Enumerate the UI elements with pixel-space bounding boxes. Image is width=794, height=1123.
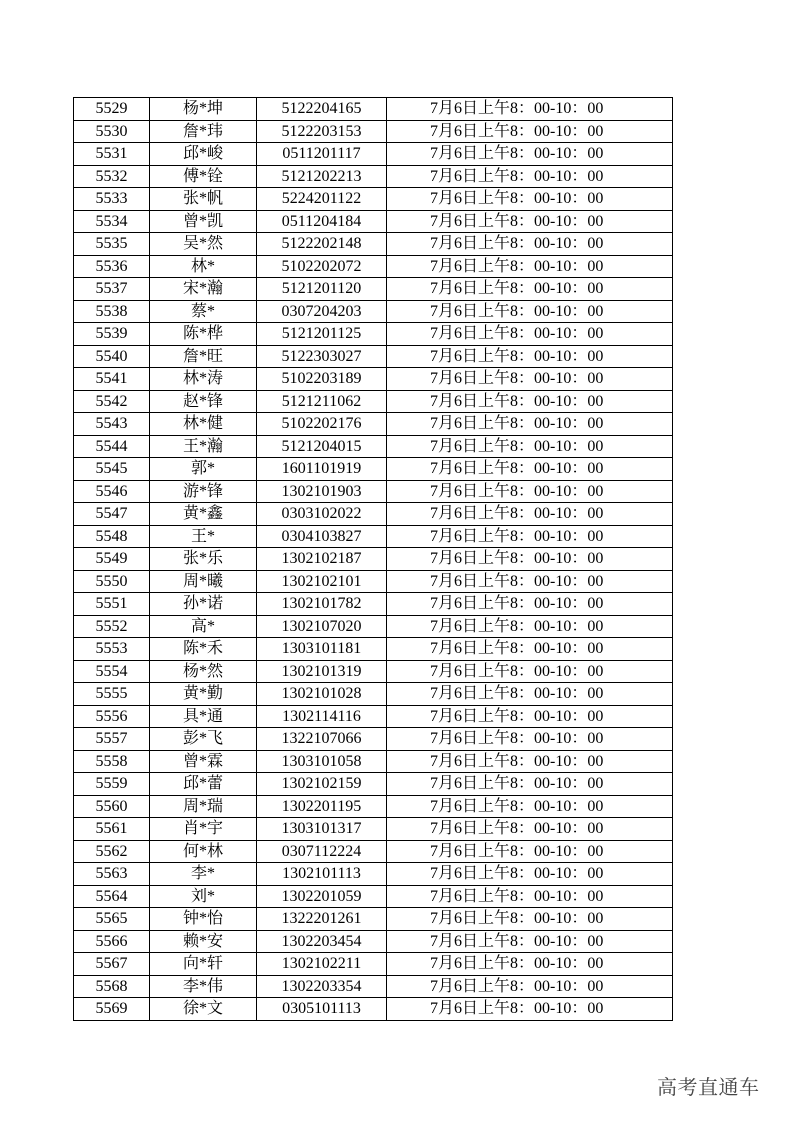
exam-id-cell: 1302201059 [257, 885, 387, 908]
seq-number-cell: 5532 [74, 165, 150, 188]
seq-number-cell: 5568 [74, 975, 150, 998]
student-name-cell: 肖*宇 [150, 818, 257, 841]
exam-time-cell: 7月6日上午8：00-10：00 [387, 210, 673, 233]
exam-time-cell: 7月6日上午8：00-10：00 [387, 390, 673, 413]
table-row [74, 368, 673, 391]
exam-time-cell: 7月6日上午8：00-10：00 [387, 795, 673, 818]
table-row [74, 548, 673, 571]
student-name-cell: 林*健 [150, 413, 257, 436]
seq-number-cell: 5539 [74, 323, 150, 346]
exam-id-cell: 1302102101 [257, 570, 387, 593]
exam-schedule-table [73, 97, 673, 1021]
exam-time-cell: 7月6日上午8：00-10：00 [387, 863, 673, 886]
table-row [74, 188, 673, 211]
student-name-cell: 周*瑞 [150, 795, 257, 818]
table-row [74, 705, 673, 728]
student-name-cell: 何*林 [150, 840, 257, 863]
exam-id-cell: 1322107066 [257, 728, 387, 751]
exam-id-cell: 5122204165 [257, 98, 387, 121]
student-name-cell: 黄*鑫 [150, 503, 257, 526]
student-name-cell: 李*伟 [150, 975, 257, 998]
student-name-cell: 彭*飞 [150, 728, 257, 751]
exam-time-cell: 7月6日上午8：00-10：00 [387, 908, 673, 931]
table-row [74, 143, 673, 166]
student-name-cell: 赖*安 [150, 930, 257, 953]
exam-time-cell: 7月6日上午8：00-10：00 [387, 570, 673, 593]
seq-number-cell: 5553 [74, 638, 150, 661]
exam-time-cell: 7月6日上午8：00-10：00 [387, 975, 673, 998]
exam-id-cell: 5121201125 [257, 323, 387, 346]
seq-number-cell: 5566 [74, 930, 150, 953]
seq-number-cell: 5551 [74, 593, 150, 616]
exam-time-cell: 7月6日上午8：00-10：00 [387, 165, 673, 188]
exam-time-cell: 7月6日上午8：00-10：00 [387, 818, 673, 841]
student-name-cell: 张*帆 [150, 188, 257, 211]
seq-number-cell: 5534 [74, 210, 150, 233]
exam-id-cell: 5102203189 [257, 368, 387, 391]
student-name-cell: 黄*勤 [150, 683, 257, 706]
exam-time-cell: 7月6日上午8：00-10：00 [387, 885, 673, 908]
exam-id-cell: 1302101903 [257, 480, 387, 503]
exam-time-cell: 7月6日上午8：00-10：00 [387, 255, 673, 278]
exam-id-cell: 5122203153 [257, 120, 387, 143]
table-row [74, 98, 673, 121]
table-row [74, 930, 673, 953]
seq-number-cell: 5531 [74, 143, 150, 166]
exam-time-cell: 7月6日上午8：00-10：00 [387, 705, 673, 728]
table-row [74, 255, 673, 278]
exam-time-cell: 7月6日上午8：00-10：00 [387, 773, 673, 796]
seq-number-cell: 5548 [74, 525, 150, 548]
exam-id-cell: 5102202072 [257, 255, 387, 278]
exam-id-cell: 1302101319 [257, 660, 387, 683]
student-name-cell: 宋*瀚 [150, 278, 257, 301]
student-name-cell: 张*乐 [150, 548, 257, 571]
table-row [74, 975, 673, 998]
table-row [74, 593, 673, 616]
table-row [74, 345, 673, 368]
exam-id-cell: 1322201261 [257, 908, 387, 931]
exam-id-cell: 0307204203 [257, 300, 387, 323]
exam-time-cell: 7月6日上午8：00-10：00 [387, 278, 673, 301]
exam-time-cell: 7月6日上午8：00-10：00 [387, 120, 673, 143]
exam-time-cell: 7月6日上午8：00-10：00 [387, 638, 673, 661]
exam-id-cell: 5121204015 [257, 435, 387, 458]
seq-number-cell: 5554 [74, 660, 150, 683]
seq-number-cell: 5547 [74, 503, 150, 526]
table-row [74, 413, 673, 436]
table-row [74, 390, 673, 413]
seq-number-cell: 5562 [74, 840, 150, 863]
exam-id-cell: 1302203454 [257, 930, 387, 953]
student-name-cell: 林*涛 [150, 368, 257, 391]
student-name-cell: 邱*峻 [150, 143, 257, 166]
exam-id-cell: 0511204184 [257, 210, 387, 233]
student-name-cell: 周*曦 [150, 570, 257, 593]
seq-number-cell: 5529 [74, 98, 150, 121]
exam-time-cell: 7月6日上午8：00-10：00 [387, 345, 673, 368]
exam-id-cell: 1302102211 [257, 953, 387, 976]
exam-time-cell: 7月6日上午8：00-10：00 [387, 525, 673, 548]
student-name-cell: 高* [150, 615, 257, 638]
seq-number-cell: 5549 [74, 548, 150, 571]
exam-time-cell: 7月6日上午8：00-10：00 [387, 503, 673, 526]
table-row [74, 233, 673, 256]
seq-number-cell: 5536 [74, 255, 150, 278]
exam-time-cell: 7月6日上午8：00-10：00 [387, 660, 673, 683]
seq-number-cell: 5541 [74, 368, 150, 391]
exam-time-cell: 7月6日上午8：00-10：00 [387, 435, 673, 458]
student-name-cell: 詹*玮 [150, 120, 257, 143]
student-name-cell: 郭* [150, 458, 257, 481]
seq-number-cell: 5543 [74, 413, 150, 436]
student-name-cell: 陈*桦 [150, 323, 257, 346]
seq-number-cell: 5561 [74, 818, 150, 841]
seq-number-cell: 5569 [74, 998, 150, 1021]
seq-number-cell: 5559 [74, 773, 150, 796]
exam-time-cell: 7月6日上午8：00-10：00 [387, 998, 673, 1021]
seq-number-cell: 5552 [74, 615, 150, 638]
exam-id-cell: 1302102187 [257, 548, 387, 571]
exam-time-cell: 7月6日上午8：00-10：00 [387, 930, 673, 953]
student-name-cell: 具*通 [150, 705, 257, 728]
exam-time-cell: 7月6日上午8：00-10：00 [387, 728, 673, 751]
seq-number-cell: 5567 [74, 953, 150, 976]
student-name-cell: 李* [150, 863, 257, 886]
exam-time-cell: 7月6日上午8：00-10：00 [387, 548, 673, 571]
seq-number-cell: 5530 [74, 120, 150, 143]
student-name-cell: 王*瀚 [150, 435, 257, 458]
exam-id-cell: 1302201195 [257, 795, 387, 818]
student-name-cell: 傅*铨 [150, 165, 257, 188]
exam-id-cell: 1302101782 [257, 593, 387, 616]
exam-id-cell: 0303102022 [257, 503, 387, 526]
table-row [74, 525, 673, 548]
table-row [74, 840, 673, 863]
table-row [74, 863, 673, 886]
table-row [74, 570, 673, 593]
table-row [74, 953, 673, 976]
table-row [74, 615, 673, 638]
exam-id-cell: 1303101181 [257, 638, 387, 661]
table-row [74, 503, 673, 526]
student-name-cell: 向*轩 [150, 953, 257, 976]
exam-time-cell: 7月6日上午8：00-10：00 [387, 458, 673, 481]
exam-id-cell: 5122202148 [257, 233, 387, 256]
seq-number-cell: 5544 [74, 435, 150, 458]
watermark-text: 高考直通车 [657, 1075, 760, 1099]
exam-time-cell: 7月6日上午8：00-10：00 [387, 143, 673, 166]
seq-number-cell: 5560 [74, 795, 150, 818]
student-name-cell: 陈*禾 [150, 638, 257, 661]
seq-number-cell: 5545 [74, 458, 150, 481]
table-row [74, 120, 673, 143]
exam-id-cell: 5224201122 [257, 188, 387, 211]
student-name-cell: 杨*然 [150, 660, 257, 683]
table-row [74, 480, 673, 503]
exam-id-cell: 0305101113 [257, 998, 387, 1021]
seq-number-cell: 5557 [74, 728, 150, 751]
student-name-cell: 吴*然 [150, 233, 257, 256]
seq-number-cell: 5538 [74, 300, 150, 323]
exam-id-cell: 1303101058 [257, 750, 387, 773]
table-row [74, 908, 673, 931]
student-name-cell: 曾*凯 [150, 210, 257, 233]
exam-id-cell: 0307112224 [257, 840, 387, 863]
exam-time-cell: 7月6日上午8：00-10：00 [387, 98, 673, 121]
student-name-cell: 詹*旺 [150, 345, 257, 368]
student-name-cell: 刘* [150, 885, 257, 908]
table-row [74, 435, 673, 458]
exam-id-cell: 5122303027 [257, 345, 387, 368]
exam-time-cell: 7月6日上午8：00-10：00 [387, 233, 673, 256]
exam-id-cell: 5121211062 [257, 390, 387, 413]
seq-number-cell: 5546 [74, 480, 150, 503]
table-row [74, 323, 673, 346]
exam-id-cell: 0511201117 [257, 143, 387, 166]
exam-time-cell: 7月6日上午8：00-10：00 [387, 300, 673, 323]
seq-number-cell: 5558 [74, 750, 150, 773]
student-name-cell: 林* [150, 255, 257, 278]
seq-number-cell: 5537 [74, 278, 150, 301]
exam-id-cell: 5121202213 [257, 165, 387, 188]
table-row [74, 210, 673, 233]
exam-time-cell: 7月6日上午8：00-10：00 [387, 840, 673, 863]
seq-number-cell: 5565 [74, 908, 150, 931]
exam-id-cell: 1302102159 [257, 773, 387, 796]
table-row [74, 278, 673, 301]
seq-number-cell: 5535 [74, 233, 150, 256]
seq-number-cell: 5550 [74, 570, 150, 593]
exam-id-cell: 1302203354 [257, 975, 387, 998]
exam-id-cell: 1601101919 [257, 458, 387, 481]
exam-time-cell: 7月6日上午8：00-10：00 [387, 953, 673, 976]
exam-time-cell: 7月6日上午8：00-10：00 [387, 593, 673, 616]
student-name-cell: 钟*怡 [150, 908, 257, 931]
exam-id-cell: 1302101028 [257, 683, 387, 706]
table-row [74, 660, 673, 683]
table-row [74, 998, 673, 1021]
exam-time-cell: 7月6日上午8：00-10：00 [387, 368, 673, 391]
table-row [74, 300, 673, 323]
student-name-cell: 蔡* [150, 300, 257, 323]
student-name-cell: 孙*诺 [150, 593, 257, 616]
student-name-cell: 邱*蕾 [150, 773, 257, 796]
table-row [74, 458, 673, 481]
exam-time-cell: 7月6日上午8：00-10：00 [387, 413, 673, 436]
exam-time-cell: 7月6日上午8：00-10：00 [387, 750, 673, 773]
exam-id-cell: 0304103827 [257, 525, 387, 548]
exam-id-cell: 1303101317 [257, 818, 387, 841]
student-name-cell: 曾*霖 [150, 750, 257, 773]
table-row [74, 728, 673, 751]
seq-number-cell: 5533 [74, 188, 150, 211]
exam-id-cell: 5102202176 [257, 413, 387, 436]
exam-time-cell: 7月6日上午8：00-10：00 [387, 188, 673, 211]
table-row [74, 773, 673, 796]
table-row [74, 750, 673, 773]
exam-id-cell: 1302114116 [257, 705, 387, 728]
table-row [74, 885, 673, 908]
table-row [74, 165, 673, 188]
table-row [74, 683, 673, 706]
table-row [74, 818, 673, 841]
student-name-cell: 杨*坤 [150, 98, 257, 121]
seq-number-cell: 5564 [74, 885, 150, 908]
student-name-cell: 王* [150, 525, 257, 548]
exam-time-cell: 7月6日上午8：00-10：00 [387, 615, 673, 638]
exam-time-cell: 7月6日上午8：00-10：00 [387, 480, 673, 503]
student-name-cell: 赵*锋 [150, 390, 257, 413]
seq-number-cell: 5555 [74, 683, 150, 706]
table-body [74, 98, 673, 1021]
seq-number-cell: 5563 [74, 863, 150, 886]
seq-number-cell: 5542 [74, 390, 150, 413]
table-row [74, 795, 673, 818]
exam-id-cell: 1302101113 [257, 863, 387, 886]
student-name-cell: 徐*文 [150, 998, 257, 1021]
table-row [74, 638, 673, 661]
seq-number-cell: 5540 [74, 345, 150, 368]
exam-time-cell: 7月6日上午8：00-10：00 [387, 323, 673, 346]
student-name-cell: 游*锋 [150, 480, 257, 503]
seq-number-cell: 5556 [74, 705, 150, 728]
exam-id-cell: 1302107020 [257, 615, 387, 638]
exam-id-cell: 5121201120 [257, 278, 387, 301]
exam-time-cell: 7月6日上午8：00-10：00 [387, 683, 673, 706]
